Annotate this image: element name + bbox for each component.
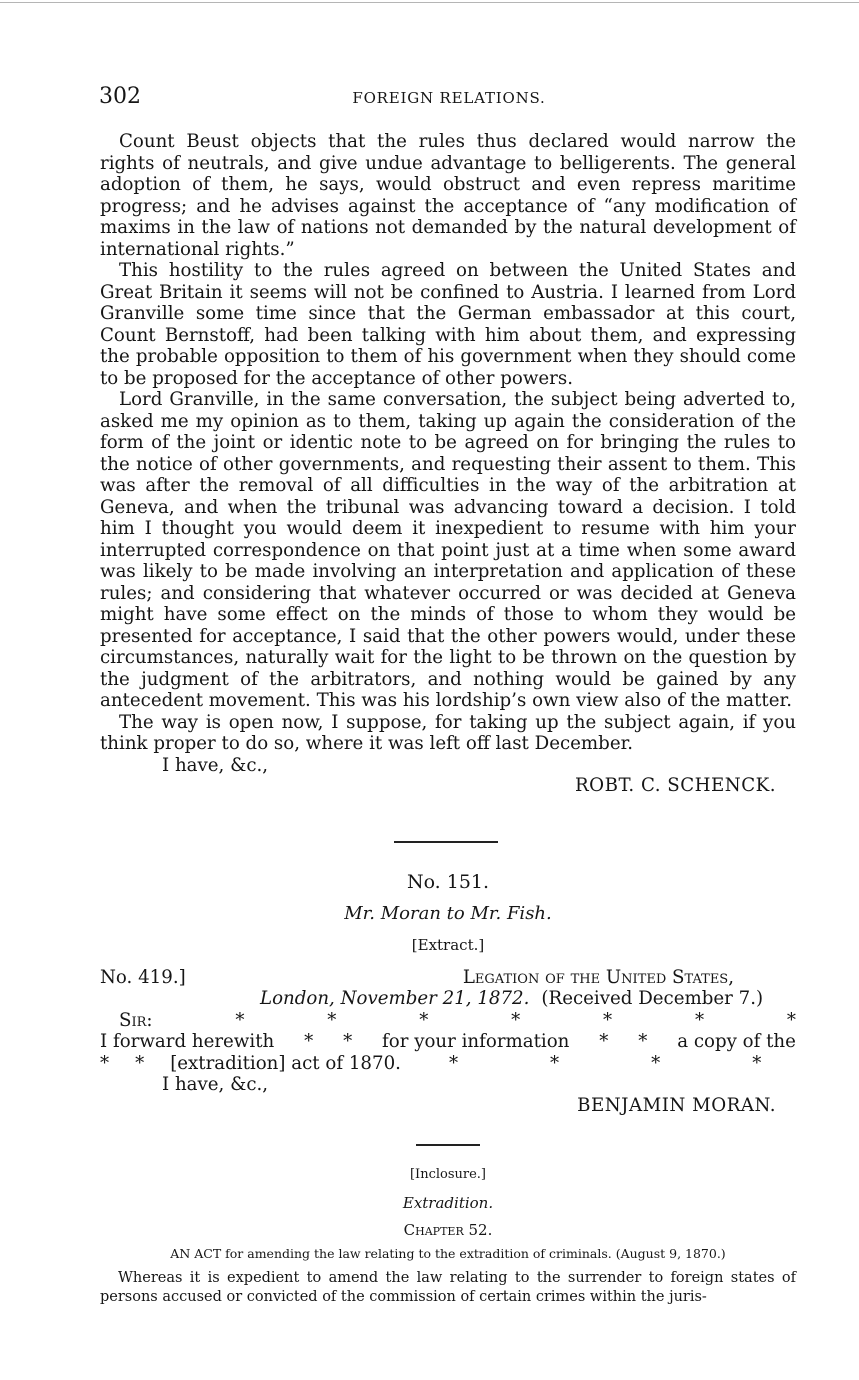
ellipsis-star: *	[235, 1009, 245, 1031]
paragraph-granville: Lord Granville, in the same conversation, the subject being adverted to, asked me my opinion as to them, taking up again the consideration of the form of the joint or identic note to be agreed on for bringing the rules to the notice of other governments, and requesting their assent to them. This was after the removal of all difficulties in the way of the arbitration at Geneva, and when the tribunal was advancing toward a decision. I told him I thought you would deem it inexpedient to resume with him your interrupted correspondence on that point just at a time when some award was likely to be made involving an interpretation and application of these rules; and considering that whatever occurred or was decided at Geneva might have some effect on the minds of those to whom they would be presented for acceptance, I said that the other powers would, under these circumstances, naturally wait for the light to be thrown on the question by the judgment of the arbitrators, and nothing would be gained by any antecedent movement. This was his lordship’s own view also of the matter.	[100, 389, 796, 711]
closing-150: I have, &c.,	[162, 754, 269, 776]
ellipsis-star: *	[786, 1009, 796, 1031]
date-line	[100, 988, 796, 1010]
extract-label: [Extract.]	[411, 935, 485, 954]
act-preamble: Whereas it is expedient to amend the law relating to the surrender to foreign states of persons accused or convicted of the commission of certain crimes within the juris-	[100, 1270, 796, 1305]
act-reference: [extradition] act of 1870.	[170, 1052, 401, 1074]
salutation-line	[100, 1010, 796, 1032]
ellipsis-star: *	[603, 1009, 613, 1031]
received-date: (Received December 7.)	[541, 988, 764, 1009]
ellipsis-star: *	[135, 1052, 145, 1074]
document-title: Mr. Moran to Mr. Fish.	[344, 902, 552, 924]
ellipsis-star: *	[511, 1009, 521, 1031]
page-body	[100, 131, 796, 1307]
ellipsis-star: *	[599, 1031, 609, 1052]
inclosure-title: Extradition.	[402, 1194, 494, 1212]
legation-heading: Legation of the United States,	[462, 966, 734, 988]
place-date: London, November 21, 1872.	[260, 988, 530, 1009]
salutation: Sir:	[119, 1009, 153, 1031]
signature-schenck: ROBT. C. SCHENCK.	[574, 775, 776, 796]
ellipsis-star: *	[304, 1031, 314, 1052]
despatch-line	[100, 967, 796, 989]
closing-151: I have, &c.,	[162, 1074, 269, 1095]
separator-short-rule	[416, 1144, 480, 1146]
ellipsis-star: *	[419, 1009, 429, 1031]
despatch-number: No. 419.]	[100, 966, 186, 988]
ellipsis-star: *	[550, 1052, 560, 1074]
ellipsis-star: *	[694, 1009, 705, 1031]
page-number: 302	[99, 84, 141, 109]
ellipsis-star: *	[448, 1052, 459, 1074]
signature-moran: BENJAMIN MORAN.	[577, 1094, 776, 1116]
page-header	[99, 80, 799, 120]
paragraph-beust: Count Beust objects that the rules thus declared would narrow the rights of neutrals, and give undue advantage to belligerents. The general adoption of them, he says, would obstruct and even repress maritime progress; and he advises against the acceptance of “any modification of maxims in the law of nations not demanded by the natural development of international rights.”	[100, 131, 796, 260]
paragraph-way-open: The way is open now, I suppose, for taking up the subject again, if you think proper to do so, where it was left off last December.	[100, 711, 796, 754]
chapter-heading: Chapter 52.	[403, 1221, 493, 1239]
inclosure-label: [Inclosure.]	[409, 1167, 486, 1182]
ellipsis-star: *	[752, 1052, 762, 1074]
information-text: for your information	[382, 1031, 570, 1052]
ellipsis-star: *	[343, 1031, 353, 1052]
ellipsis-star: *	[327, 1009, 337, 1031]
document-number: No. 151.	[406, 870, 490, 893]
act-line	[100, 1053, 796, 1075]
act-title: AN ACT for amending the law relating to the extradition of criminals. (August 9, 1870.)	[170, 1246, 726, 1261]
ellipsis-star: *	[651, 1052, 661, 1074]
forward-text: I forward herewith	[100, 1031, 275, 1052]
ellipsis-star: *	[638, 1031, 648, 1052]
running-title: FOREIGN RELATIONS.	[352, 89, 546, 107]
paragraph-hostility: This hostility to the rules agreed on between the United States and Great Britain it seems will not be confined to Austria. I learned from Lord Granville some time since that the German embassador at this court, Count Bernstoff, had been talking with him about them, and expressing the probable opposition to them of his government when they should come to be proposed for the acceptance of other powers.	[100, 260, 796, 389]
ellipsis-star: *	[100, 1052, 110, 1074]
copy-text: a copy of the	[677, 1031, 796, 1052]
separator-rule	[394, 841, 498, 843]
top-scan-edge	[0, 2, 859, 3]
forward-line	[100, 1031, 796, 1053]
